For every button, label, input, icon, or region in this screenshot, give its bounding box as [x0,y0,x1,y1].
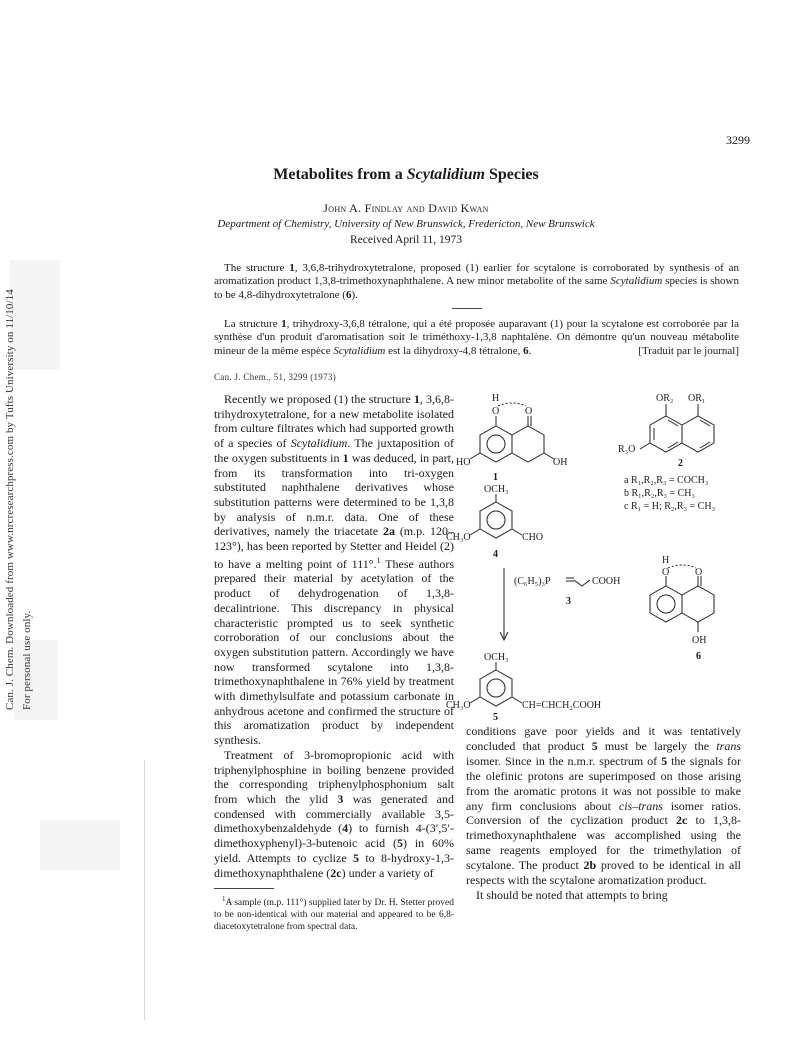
compound-ref: 1 [342,450,349,465]
atom-label: O [525,406,533,417]
text: ) in 60% yield. Attempts to cyclize [214,836,455,865]
compound-ref: 6 [345,288,352,301]
atom-label: O [662,567,670,578]
paragraph [214,748,454,880]
footnote-marker[interactable]: 1 [376,555,381,565]
compound-6-ketone-ring [682,586,714,622]
compound-ref: 1 [281,318,287,330]
french-abstract [214,318,739,358]
compound-ref: 5 [591,738,598,753]
italic-term: trans [716,738,741,753]
body-column-right [466,724,741,903]
abstract-text: ). [351,288,358,301]
atom-label: OR₁ [688,393,706,404]
hydrogen-bond [668,565,696,568]
compound-ref: 2a [382,524,395,539]
bond [512,697,522,703]
resume-text: est la dihydroxy-4,8 tétralone, [385,344,524,357]
atom-label: O [695,567,703,578]
bond [470,453,480,459]
compound-ref: 5 [661,753,668,768]
text: Recently we proposed (1) the structure [224,392,414,406]
translation-note: [Traduit par le journal] [638,344,739,357]
compound-5-label: 5 [493,712,498,723]
compound-ref: 3 [337,791,344,806]
text: . The juxtaposition of the oxygen substituents in [214,436,454,465]
atom-label: OH [692,635,707,646]
scan-margin-line [144,760,145,1020]
italic-term: cis–trans [618,798,663,813]
compound-ref: 4 [342,821,349,836]
download-notice [4,150,48,710]
compound-ref: 6 [523,344,529,357]
title-text-end: Species [484,166,539,183]
journal-citation: Can. J. Chem., 51, 3299 (1973) [214,372,336,382]
text: to 8-hydroxy-1,3-dimethoxynaphthalene ( [214,850,454,880]
atom-label: OCH₃ [484,484,509,495]
authors: John A. Findlay and David Kwan [323,201,489,215]
compound-4-label: 4 [493,549,498,560]
text: was generated and condensed with commercially available 3,5-dimethoxybenzaldehyde ( [214,791,455,836]
double-bond [668,420,678,426]
atom-label: HO [456,457,471,468]
compound-2-variant-a: a R₁,R₂,R₃ = COCH₃ [624,475,709,486]
compound-6-label: 6 [696,651,701,662]
title-genus: Scytalidium [406,166,485,183]
compound-ref: 2c [330,865,342,880]
compound-4-aromatic-circle [487,511,505,529]
double-bond [700,420,710,426]
atom-label: CH₃O [446,532,471,543]
scheme-svg [446,390,746,723]
footnote-mark: 1 [222,895,226,903]
compound-ref: 2b [583,858,597,873]
personal-use-notice: For personal use only. [21,610,33,710]
compound-4-ring [480,502,512,538]
compound-ref: 5 [396,836,403,851]
compound-1-label: 1 [493,472,498,483]
affiliation: Department of Chemistry, University of New Brunswick, Fredericton, New Brunswick [217,218,595,230]
compound-ref: 1 [289,262,295,274]
hydrogen-bond [498,403,526,406]
atom-label: H [662,555,670,566]
text: was deduced, in part, from its transformation into tri-oxygen substituted naphthalene derivatives whose substitution patterns were determined to be 1,3,8 by analysis of n.m.r. data. One of these derivatives, namely the triacetate [214,450,454,539]
compound-2-variant-b: b R₁,R₂,R₃ = CH₃ [624,488,695,499]
article-title [210,166,602,184]
scheme-labels [446,393,715,723]
compound-1-ketone-ring [512,426,544,462]
resume-text: . [528,344,532,357]
reagent-label: (C₆H₅)₃P [514,576,551,587]
scan-noise [40,820,120,870]
abstract-text: The structure [224,262,290,274]
compound-ref: 1 [413,392,420,406]
atom-label: OR₂ [656,393,674,404]
download-notice-line: Can. J. Chem. Downloaded from www.nrcresearchpress.com by Tufts University on 11/10/14 [4,289,16,710]
text: (m.p. 120–123°), has been reported by Stetter and Heidel (2) to have a melting point of 111°. [214,524,454,571]
compound-6-aromatic-circle [657,595,675,613]
compound-2-label: 2 [678,458,683,469]
compound-1-aromatic-circle [487,435,505,453]
atom-label: O [492,406,500,417]
text: conditions gave poor yields and it was tentatively concluded that product [466,724,741,753]
bond [640,443,650,449]
compound-2-variant-c: c R₁ = H; R₂,R₃ = CH₃ [624,501,716,512]
reaction-scheme [446,390,746,723]
abstract-text: , 3,6,8-trihydroxytetralone, proposed (1) earlier for scytalone is corroborated by synthesis of an aromatization product 1,3,8-trimethoxynaphthalene. A new minor metabolite of the same [214,262,739,288]
atom-label: CH₃O [446,700,471,711]
abstract-text: species is shown to be 4,8-dihydroxytetralone ( [214,275,739,301]
text: ) under a variety of [341,865,434,880]
compound-2-ring-b [682,416,714,452]
ylid-chain [574,580,590,586]
genus-name: Scytalidium [610,275,663,288]
resume-text: , trihydroxy-3,6,8 tétralone, qui a été proposée auparavant (1) pour la scytalone est corroborée par la synthèse d'un produit d'aromatisation soit le triméthoxy-1,3,8 naphtalène. On démontre qu'un nouveau métabolite mineur de la même espèce [214,318,739,357]
double-bond [700,442,710,448]
genus-name: Scytalidium [333,344,386,357]
paragraph [214,392,454,748]
compound-2-ring-a [650,416,682,452]
atom-label: OCH₃ [484,652,509,663]
text: ) to furnish 4-(3′,5′-dimethoxyphenyl)-3-butenoic acid ( [214,821,454,851]
atom-label: CH=CHCH₂COOH [522,700,602,711]
footnote [214,893,454,933]
compound-5-aromatic-circle [487,679,505,697]
bond [512,529,522,535]
received-date: Received April 11, 1973 [350,234,462,246]
text: proved to be identical in all respects with the scytalone aromatization product. [466,858,742,888]
double-bond [668,442,678,448]
abstract [214,262,739,302]
body-column-left [214,392,454,880]
paragraph: It should be noted that attempts to bring [476,887,668,902]
compound-1-aromatic-ring [480,426,512,462]
atom-label: COOH [592,576,621,587]
bond [470,697,480,703]
compound-5-ring [480,670,512,706]
text: to 1,3,8-trimethoxynaphthalene was accomplished using the same reagents employed for the trimethylation of scytalone. The product [466,813,741,873]
text: isomer. Since in the n.m.r. spectrum of [466,753,662,768]
bond [470,529,480,535]
atom-label: CHO [522,532,544,543]
compound-6-aromatic-ring [650,586,682,622]
atom-label: R₃O [618,444,636,455]
text: isomer ratios. Conversion of the cyclization product [466,798,741,828]
text: Treatment of 3-bromopropionic acid with triphenylphosphine in boiling benzene provided the corresponding triphenylphosphonium salt from which the ylid [214,747,454,806]
text: must be largely the [597,738,717,753]
paragraph [466,724,741,888]
title-text: Metabolites from a [273,166,407,183]
compound-ref: 2c [676,813,688,828]
page-number: 3299 [726,133,750,147]
compound-3-label: 3 [566,596,571,607]
atom-label: OH [553,457,568,468]
abstract-divider [452,308,482,309]
footnote-rule [214,888,274,889]
compound-ref: 5 [353,850,359,865]
atom-label: H [492,393,500,404]
text: , 3,6,8-trihydroxytetralone, for a new metabolite isolated from culture filtrates which had supported growth of a species of [214,392,454,451]
resume-text: La structure [224,318,282,330]
text: These authors prepared their material by acetylation of the product of dehydrogenation of 1,3,8-decalintrione. This discrepancy in physical characteristic prompted us to seek synthetic corroboration of our conclusions about the oxygen substitution pattern. Accordingly we have now transformed scytalone into 1,3,8-trimethoxynaphthalene in 76% yield by treatment with dimethylsulfate and potassium carbonate in anhydrous acetone and confirmed the structure of this aromatization product by independent synthesis. [214,556,454,748]
genus-name: Scytalidium [290,436,348,451]
text: the signals for the olefinic protons are superimposed on those arising from the aromatic protons it was not possible to make any firm conclusions about [466,753,741,813]
footnote-text: A sample (m.p. 111°) supplied later by Dr. H. Stetter proved to be non-identical with our material and appeared to be 6,8-diacetoxytetralone from spectral data. [214,898,454,933]
